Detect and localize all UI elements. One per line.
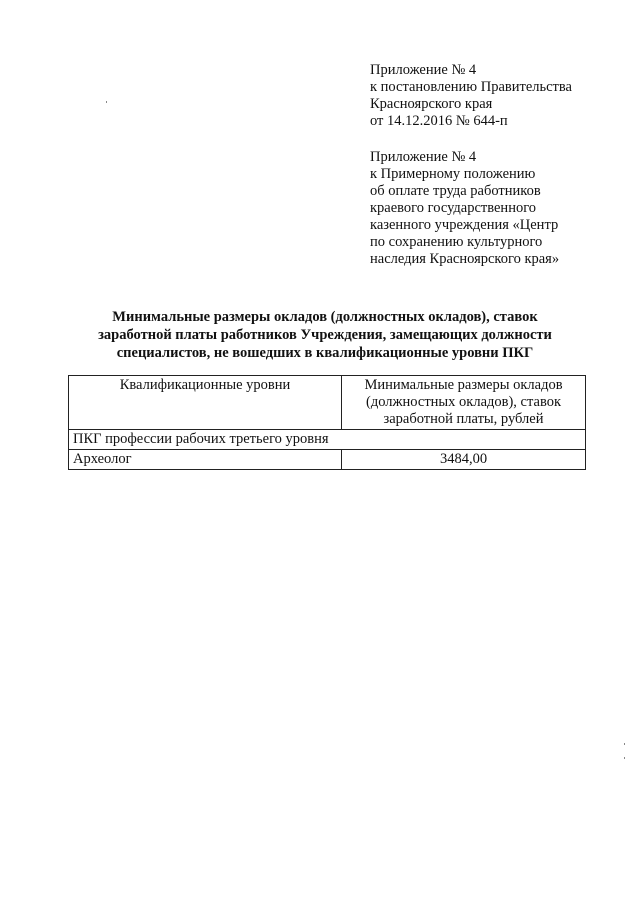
position-cell: Археолог [69,450,342,470]
document-title [60,308,590,362]
resolution-appendix-note [370,62,572,130]
title-line: Минимальные размеры окладов (должностных окладов), ставок [112,309,538,325]
salary-table [68,375,586,470]
scan-speck [106,101,107,103]
appendix-line: об оплате труда работников [370,183,541,199]
amount-cell: 3484,00 [342,450,586,470]
header-salary-line: Минимальные размеры окладов [364,377,563,393]
table-header-row [69,376,586,430]
appendix-line: Приложение № 4 [370,62,477,78]
appendix-line: к Примерному положению [370,166,536,182]
appendix-line: наследия Красноярского края» [370,251,560,267]
header-minimum-salary [342,376,586,430]
appendix-line: от 14.12.2016 № 644-п [370,113,508,129]
appendix-line: по сохранению культурного [370,234,543,250]
appendix-line: казенного учреждения «Центр [370,217,559,233]
appendix-line: краевого государственного [370,200,537,216]
table-row [69,450,586,470]
appendix-line: Приложение № 4 [370,149,477,165]
header-salary-line: (должностных окладов), ставок [366,394,561,410]
group-name-cell: ПКГ профессии рабочих третьего уровня [69,430,586,450]
regulation-appendix-note [370,149,559,268]
header-salary-line: заработной платы, рублей [383,411,544,427]
appendix-line: к постановлению Правительства [370,79,572,95]
title-line: заработной платы работников Учреждения, замещающих должности [98,327,552,343]
scan-speck [624,757,625,759]
scan-speck [624,743,625,745]
title-line: специалистов, не вошедших в квалификационные уровни ПКГ [116,345,534,361]
table-group-row [69,430,586,450]
appendix-line: Красноярского края [370,96,493,112]
header-qualification-levels: Квалификационные уровни [69,376,342,430]
